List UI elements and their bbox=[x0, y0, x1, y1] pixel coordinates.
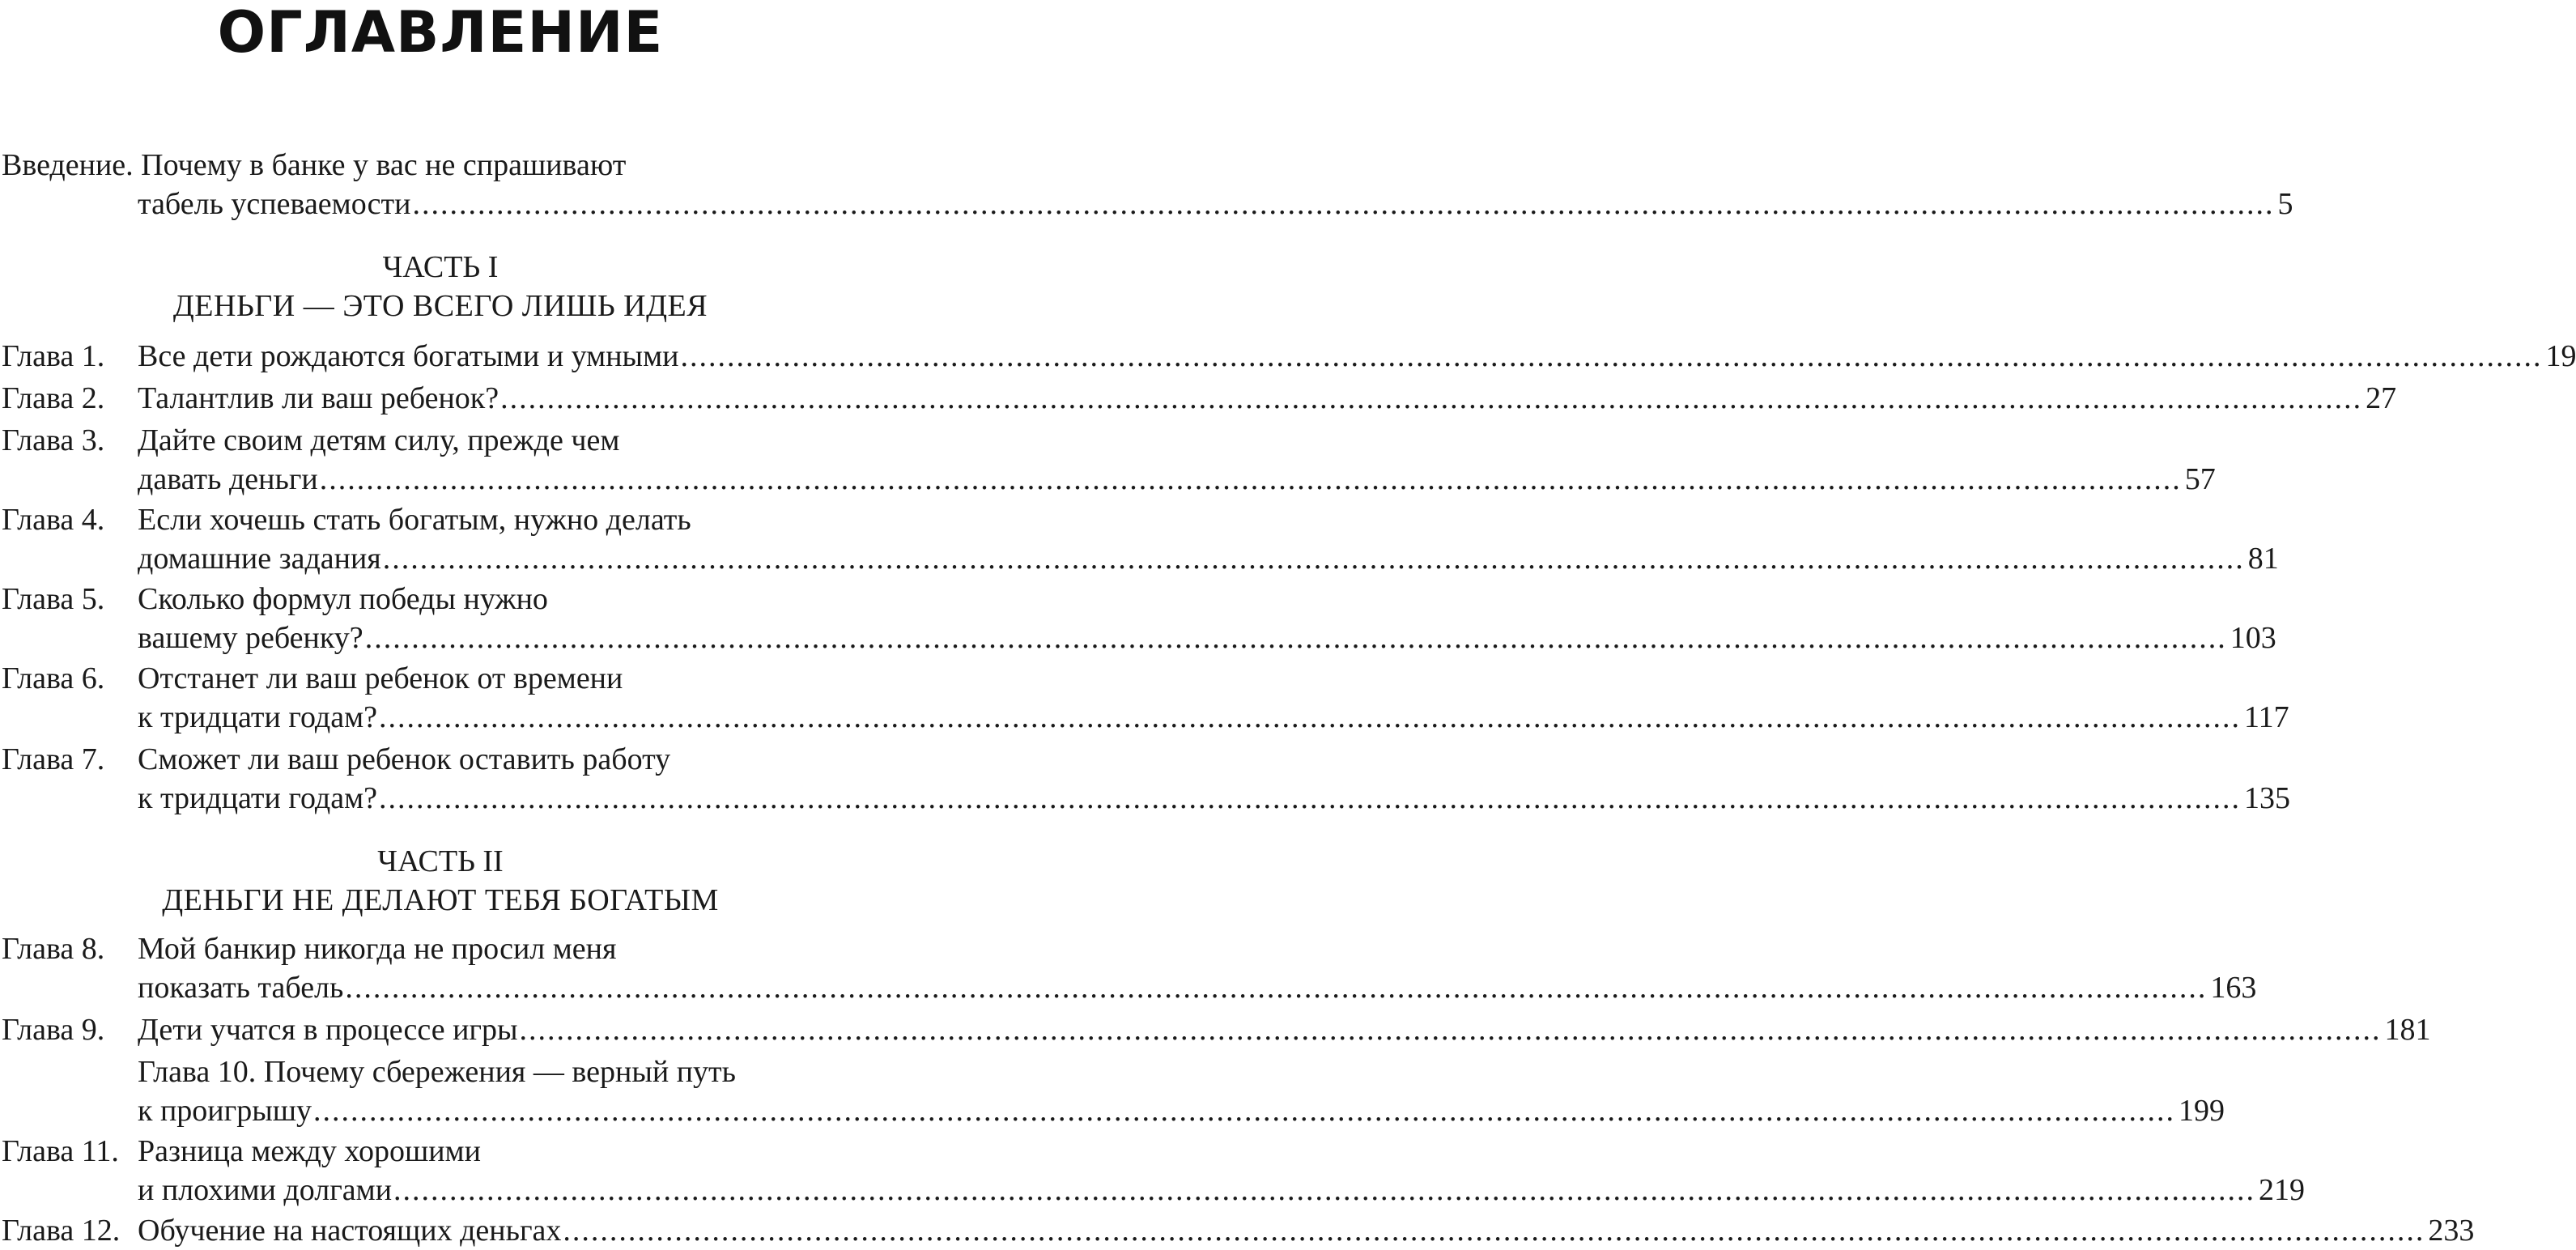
chapter6-label: Глава 6. bbox=[2, 661, 105, 695]
dot-leader: ........................................................................................................................................................................................................ bbox=[319, 462, 2182, 496]
chapter4-entry[interactable] bbox=[138, 539, 2279, 578]
chapter10-entry[interactable] bbox=[138, 1091, 2225, 1130]
chapter5-page-number: 103 bbox=[2230, 621, 2276, 655]
chapter6-title-line1: Отстанет ли ваш ребенок от времени bbox=[138, 661, 623, 695]
dot-leader: ........................................................................................................................................................................................................ bbox=[680, 339, 2543, 373]
chapter10-label: Глава 10. bbox=[138, 1055, 257, 1089]
chapter1-page-number: 19 bbox=[2545, 339, 2576, 373]
chapter10-heading-line1 bbox=[138, 1052, 736, 1091]
chapter1-title: Все дети рождаются богатыми и умными bbox=[138, 339, 679, 373]
chapter8-title-line2: показать табель bbox=[138, 971, 344, 1005]
dot-leader: ........................................................................................................................................................................................................ bbox=[412, 187, 2275, 221]
chapter6-entry[interactable] bbox=[138, 698, 2289, 737]
chapter2-title: Талантлив ли ваш ребенок? bbox=[138, 381, 499, 415]
chapter8-entry[interactable] bbox=[138, 968, 2257, 1007]
chapter3-label: Глава 3. bbox=[2, 423, 105, 457]
chapter2-entry[interactable] bbox=[138, 379, 2397, 418]
part1-name: ДЕНЬГИ — ЭТО ВСЕГО ЛИШЬ ИДЕЯ bbox=[172, 289, 708, 323]
chapter7-entry[interactable] bbox=[138, 779, 2291, 818]
chapter8-page-number: 163 bbox=[2210, 971, 2257, 1005]
chapter12-label: Глава 12. bbox=[2, 1214, 121, 1248]
chapter5-entry[interactable] bbox=[138, 619, 2276, 657]
chapter2-label: Глава 2. bbox=[2, 381, 105, 415]
dot-leader: ........................................................................................................................................................................................................ bbox=[345, 971, 2208, 1005]
intro-title-line1: Введение. Почему в банке у вас не спрашивают bbox=[2, 148, 627, 182]
chapter11-page-number: 219 bbox=[2259, 1173, 2306, 1207]
chapter12-entry[interactable] bbox=[138, 1211, 2475, 1250]
chapter9-label: Глава 9. bbox=[2, 1013, 105, 1047]
chapter5-title-line1: Сколько формул победы нужно bbox=[138, 582, 548, 616]
dot-leader: ........................................................................................................................................................................................................ bbox=[379, 700, 2242, 734]
chapter9-entry[interactable] bbox=[138, 1010, 2431, 1049]
chapter3-entry[interactable] bbox=[138, 460, 2216, 499]
part2-name: ДЕНЬГИ НЕ ДЕЛАЮТ ТЕБЯ БОГАТЫМ bbox=[162, 883, 719, 917]
chapter5-title-line2: вашему ребенку? bbox=[138, 621, 363, 655]
chapter10-title-line2: к проигрышу bbox=[138, 1094, 312, 1128]
chapter4-title-line1: Если хочешь стать богатым, нужно делать bbox=[138, 503, 691, 537]
chapter7-title-line2: к тридцати годам? bbox=[138, 781, 378, 815]
chapter12-page-number: 233 bbox=[2428, 1214, 2475, 1248]
chapter7-page-number: 135 bbox=[2244, 781, 2291, 815]
dot-leader: ........................................................................................................................................................................................................ bbox=[364, 621, 2227, 655]
chapter9-title: Дети учатся в процессе игры bbox=[138, 1013, 518, 1047]
chapter11-entry[interactable] bbox=[138, 1171, 2306, 1210]
chapter7-label: Глава 7. bbox=[2, 742, 105, 776]
chapter11-title-line1: Разница между хорошими bbox=[138, 1134, 481, 1168]
dot-leader: ........................................................................................................................................................................................................ bbox=[379, 781, 2242, 815]
chapter4-page-number: 81 bbox=[2247, 542, 2279, 576]
dot-leader: ........................................................................................................................................................................................................ bbox=[500, 381, 2363, 415]
chapter2-page-number: 27 bbox=[2366, 381, 2397, 415]
chapter8-title-line1: Мой банкир никогда не просил меня bbox=[138, 932, 617, 966]
intro-entry[interactable] bbox=[138, 185, 2293, 223]
chapter10-title-line1: Почему сбережения — верный путь bbox=[263, 1055, 736, 1089]
chapter1-entry[interactable] bbox=[138, 337, 2576, 376]
chapter6-page-number: 117 bbox=[2244, 700, 2289, 734]
intro-title-line2: табель успеваемости bbox=[138, 187, 411, 221]
chapter1-label: Глава 1. bbox=[2, 339, 105, 373]
intro-page-number: 5 bbox=[2277, 187, 2293, 221]
chapter12-title: Обучение на настоящих деньгах bbox=[138, 1214, 562, 1248]
dot-leader: ........................................................................................................................................................................................................ bbox=[563, 1214, 2425, 1248]
dot-leader: ........................................................................................................................................................................................................ bbox=[393, 1173, 2256, 1207]
chapter3-title-line2: давать деньги bbox=[138, 462, 318, 496]
chapter11-title-line2: и плохими долгами bbox=[138, 1173, 393, 1207]
part2-label: ЧАСТЬ II bbox=[377, 844, 504, 878]
chapter9-page-number: 181 bbox=[2384, 1013, 2431, 1047]
dot-leader: ........................................................................................................................................................................................................ bbox=[313, 1094, 2176, 1128]
chapter3-title-line1: Дайте своим детям силу, прежде чем bbox=[138, 423, 620, 457]
chapter3-page-number: 57 bbox=[2184, 462, 2216, 496]
chapter4-label: Глава 4. bbox=[2, 503, 105, 537]
dot-leader: ........................................................................................................................................................................................................ bbox=[519, 1013, 2382, 1047]
chapter10-page-number: 199 bbox=[2179, 1094, 2225, 1128]
chapter5-label: Глава 5. bbox=[2, 582, 105, 616]
chapter7-title-line1: Сможет ли ваш ребенок оставить работу bbox=[138, 742, 671, 776]
chapter4-title-line2: домашние задания bbox=[138, 542, 381, 576]
part1-label: ЧАСТЬ I bbox=[382, 250, 499, 284]
chapter6-title-line2: к тридцати годам? bbox=[138, 700, 378, 734]
chapter8-label: Глава 8. bbox=[2, 932, 105, 966]
page-title: ОГЛАВЛЕНИЕ bbox=[217, 0, 664, 66]
chapter11-label: Глава 11. bbox=[2, 1134, 119, 1168]
dot-leader: ........................................................................................................................................................................................................ bbox=[382, 542, 2245, 576]
